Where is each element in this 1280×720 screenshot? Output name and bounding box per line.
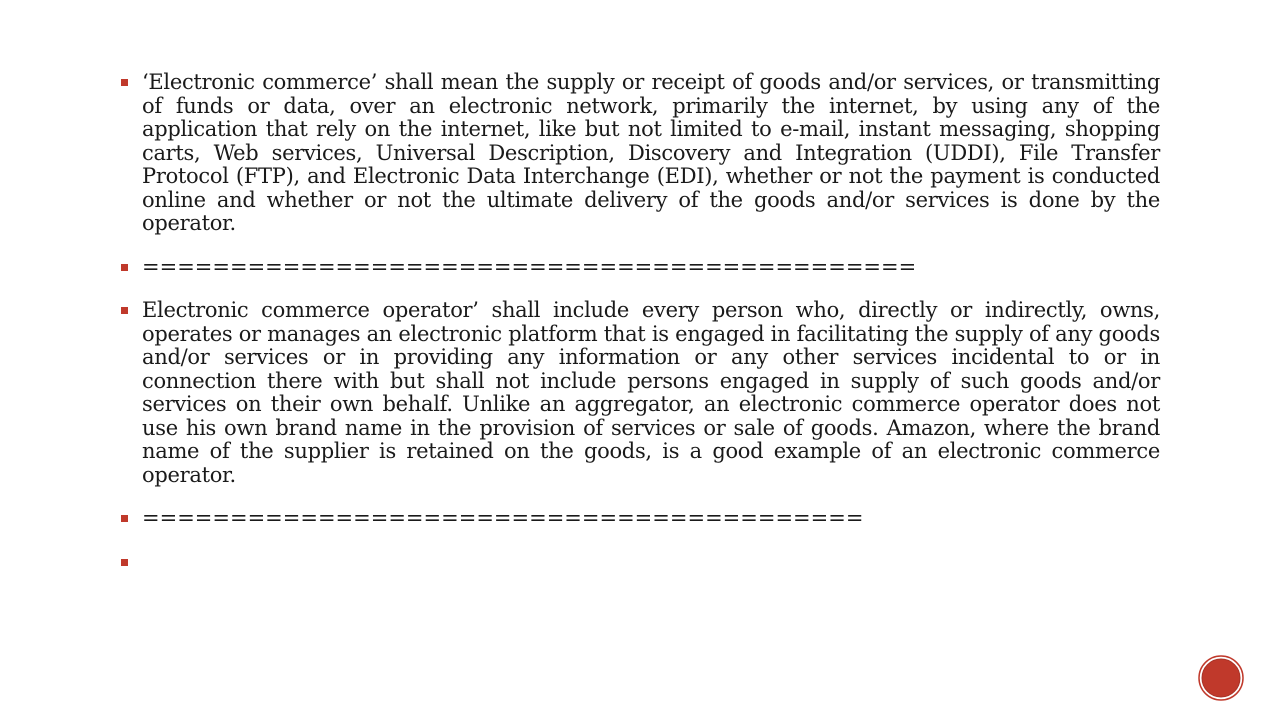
bullet-square-icon [121, 307, 128, 314]
bullet-list [118, 71, 1160, 594]
bullet-text: Electronic commerce operator’ shall include every person who, directly or indirectly, owns, operates or manages an electronic platform that is engaged in facilitating the supply of any goods and/or services or in providing any information or any other services incidental to or in connection there with but shall not include persons engaged in supply of such goods and/or services on their own behalf. Unlike an aggregator, an electronic commerce operator does not use his own brand name in the provision of services or sale of goods. Amazon, where the brand name of the supplier is retained on the goods, is a good example of an electronic commerce operator. [142, 298, 1160, 487]
bullet-square-icon [121, 264, 128, 271]
bullet-square-icon [121, 559, 128, 566]
bullet-text: ‘Electronic commerce’ shall mean the supply or receipt of goods and/or services, or transmitting of funds or data, over an electronic network, primarily the internet, by using any of the application that rely on the internet, like but not limited to e-mail, instant messaging, shopping carts, Web services, Universal Description, Discovery and Integration (UDDI), File Transfer Protocol (FTP), and Electronic Data Interchange (EDI), whether or not the payment is conducted online and whether or not the ultimate delivery of the goods and/or services is done by the operator. [142, 70, 1160, 235]
bullet-item-operator-definition [118, 299, 1160, 487]
bullet-square-icon [121, 515, 128, 522]
bullet-item-ecommerce-definition [118, 71, 1160, 236]
circle-badge-icon [1198, 655, 1244, 701]
bullet-square-icon [121, 79, 128, 86]
bullet-text: ========================================= [142, 507, 864, 530]
bullet-item-empty [118, 551, 1160, 575]
bullet-item-separator [118, 507, 1160, 531]
bullet-text: ============================================ [142, 255, 917, 279]
bullet-item-separator [118, 256, 1160, 280]
